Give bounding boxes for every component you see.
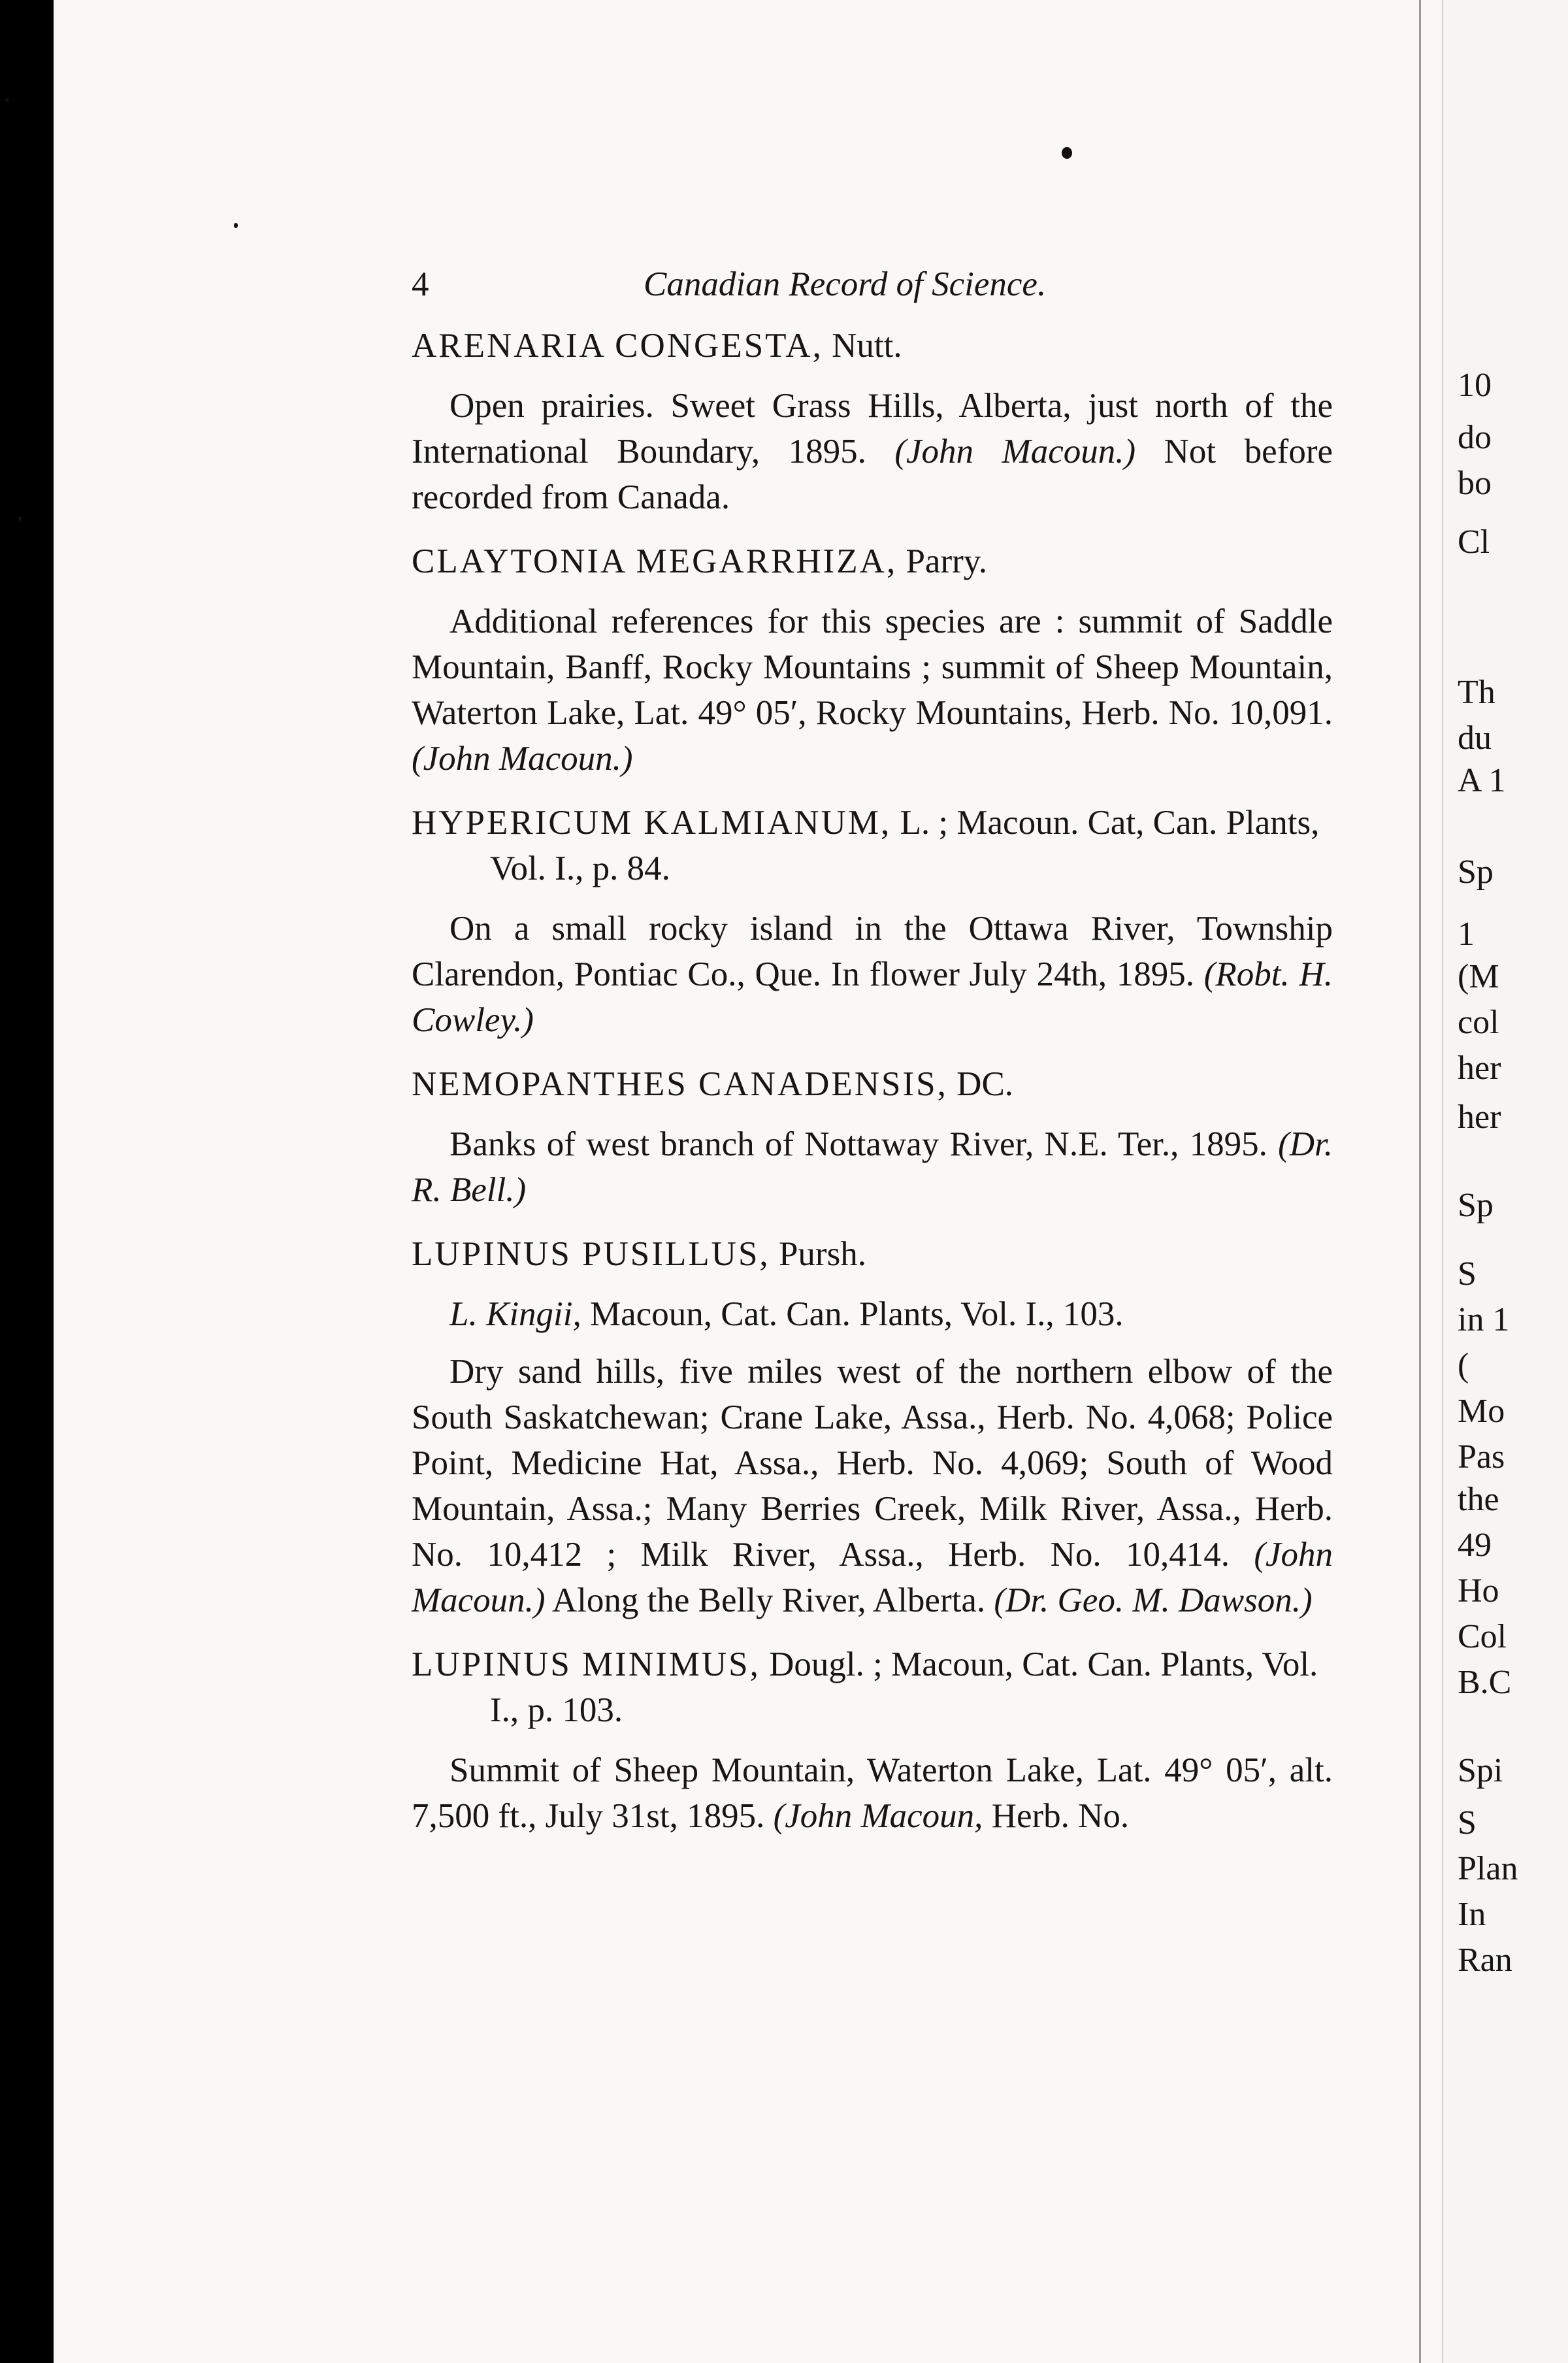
facing-page-line: du [1458, 719, 1492, 757]
facing-page-line: 49 [1458, 1527, 1492, 1564]
species-heading [412, 1231, 1333, 1277]
species-heading [412, 323, 1333, 369]
species-entry [412, 323, 1333, 520]
paragraph-text: Banks of west branch of Nottaway River, N.E. Ter., 1895. [449, 1125, 1279, 1163]
species-entries [412, 323, 1333, 1839]
species-authority: Pursh. [770, 1235, 866, 1273]
ink-speck [18, 516, 22, 521]
paragraph-text: Along the Belly River, Alberta. [545, 1581, 994, 1619]
facing-page-line: Plan [1458, 1850, 1518, 1887]
entry-paragraph [412, 599, 1333, 782]
gutter-shadow [1419, 0, 1421, 2363]
paragraph-text: Additional references for this species are : summit of Saddle Mountain, Banff, Rocky Mountains ; summit of Sheep Mountain, Waterton Lake, Lat. 49° 05′, Rocky Mountains, Herb. No. 10,091. [412, 603, 1333, 732]
facing-page-border [1442, 0, 1443, 2363]
species-name: LUPINUS MINIMUS, [412, 1645, 760, 1683]
species-entry [412, 1061, 1333, 1213]
facing-page-line: Th [1458, 674, 1495, 711]
facing-page-edge [1442, 0, 1568, 2363]
running-head [412, 261, 1333, 307]
species-authority: L. ; Macoun. Cat, Can. Plants, Vol. I., p. 84. [490, 804, 1320, 887]
facing-page-line: her [1458, 1099, 1501, 1136]
facing-page-line: A 1 [1458, 762, 1506, 799]
collector-citation: (Dr. R. Bell.) [412, 1125, 1333, 1209]
species-entry [412, 1231, 1333, 1623]
facing-page-line: do [1458, 419, 1492, 456]
facing-page-line: S [1458, 1804, 1477, 1842]
collector-citation: L. Kingii, [449, 1295, 581, 1333]
species-heading [412, 800, 1333, 891]
facing-page-line: Mo [1458, 1393, 1505, 1430]
facing-page-line: 1 [1458, 916, 1475, 953]
facing-page-line: the [1458, 1481, 1499, 1518]
page-number: 4 [412, 265, 429, 303]
facing-page-line: col [1458, 1004, 1499, 1041]
facing-page-line: Sp [1458, 1187, 1494, 1224]
paragraph-text: Macoun, Cat. Can. Plants, Vol. I., 103. [581, 1295, 1124, 1333]
species-heading [412, 1061, 1333, 1107]
entry-paragraph [412, 1747, 1333, 1839]
running-title: Canadian Record of Science. [644, 265, 1047, 303]
species-name: CLAYTONIA MEGARRHIZA, [412, 542, 898, 580]
collector-citation: (John Macoun.) [412, 740, 633, 778]
species-name: NEMOPANTHES CANADENSIS, [412, 1065, 948, 1103]
species-entry [412, 800, 1333, 1043]
facing-page-line: 10 [1458, 367, 1492, 404]
entry-paragraph [412, 383, 1333, 520]
paragraph-text: Not before recorded from Canada. [412, 433, 1333, 516]
facing-page-line: B.C [1458, 1664, 1512, 1701]
facing-page-line: Ho [1458, 1572, 1499, 1610]
paragraph-text: Open prairies. Sweet Grass Hills, Alberta, just north of the International Boundary, 1895. [412, 387, 1333, 471]
paragraph-text: On a small rocky island in the Ottawa River, Township Clarendon, Pontiac Co., Que. In flower July 24th, 1895. [412, 910, 1333, 993]
facing-page-line: In [1458, 1896, 1486, 1933]
entry-paragraph [412, 1291, 1333, 1337]
paragraph-text: Herb. No. [983, 1797, 1130, 1835]
facing-page-line: S [1458, 1255, 1477, 1293]
species-entry [412, 1642, 1333, 1839]
collector-citation: (Robt. H. Cowley.) [412, 955, 1333, 1039]
collector-citation: (John Macoun, [773, 1797, 983, 1835]
species-authority: Dougl. ; Macoun, Cat. Can. Plants, Vol. I., p. 103. [490, 1645, 1318, 1729]
paragraph-text: Dry sand hills, five miles west of the northern elbow of the South Saskatchewan; Crane Lake, Assa., Herb. No. 4,068; Police Point, Medicine Hat, Assa., Herb. No. 4,069; South of Wood Mountain, Assa.; Many Berries Creek, Milk River, Assa., Herb. No. 10,412 ; Milk River, Assa., Herb. No. 10,414. [412, 1353, 1333, 1574]
facing-page-line: ( [1458, 1347, 1469, 1384]
facing-page-line: Pas [1458, 1438, 1505, 1476]
facing-page-line: her [1458, 1049, 1501, 1087]
facing-page-line: Ran [1458, 1942, 1512, 1979]
species-name: ARENARIA CONGESTA, [412, 327, 823, 365]
collector-citation: (John Macoun.) [894, 433, 1136, 471]
facing-page-line: Cl [1458, 523, 1490, 561]
species-name: LUPINUS PUSILLUS, [412, 1235, 770, 1273]
facing-page-line: Spi [1458, 1752, 1503, 1789]
facing-page-line: Col [1458, 1618, 1507, 1655]
facing-page-line: in 1 [1458, 1301, 1510, 1338]
entry-paragraph [412, 906, 1333, 1043]
collector-citation: (John Macoun.) [412, 1536, 1333, 1619]
ink-speck [1062, 147, 1072, 159]
ink-speck [5, 98, 9, 102]
facing-page-line: (M [1458, 958, 1499, 995]
species-heading [412, 538, 1333, 584]
species-authority: DC. [947, 1065, 1014, 1103]
species-authority: Nutt. [823, 327, 902, 365]
paragraph-text: Summit of Sheep Mountain, Waterton Lake, Lat. 49° 05′, alt. 7,500 ft., July 31st, 1895. [412, 1751, 1333, 1835]
entry-paragraph [412, 1349, 1333, 1623]
species-entry [412, 538, 1333, 782]
facing-page-line: Sp [1458, 853, 1494, 891]
collector-citation: (Dr. Geo. M. Dawson.) [994, 1581, 1313, 1619]
species-heading [412, 1642, 1333, 1733]
text-page [412, 261, 1333, 1857]
species-authority: Parry. [897, 542, 988, 580]
species-name: HYPERICUM KALMIANUM, [412, 804, 892, 842]
ink-speck [234, 223, 238, 228]
entry-paragraph [412, 1121, 1333, 1213]
facing-page-line: bo [1458, 465, 1492, 502]
